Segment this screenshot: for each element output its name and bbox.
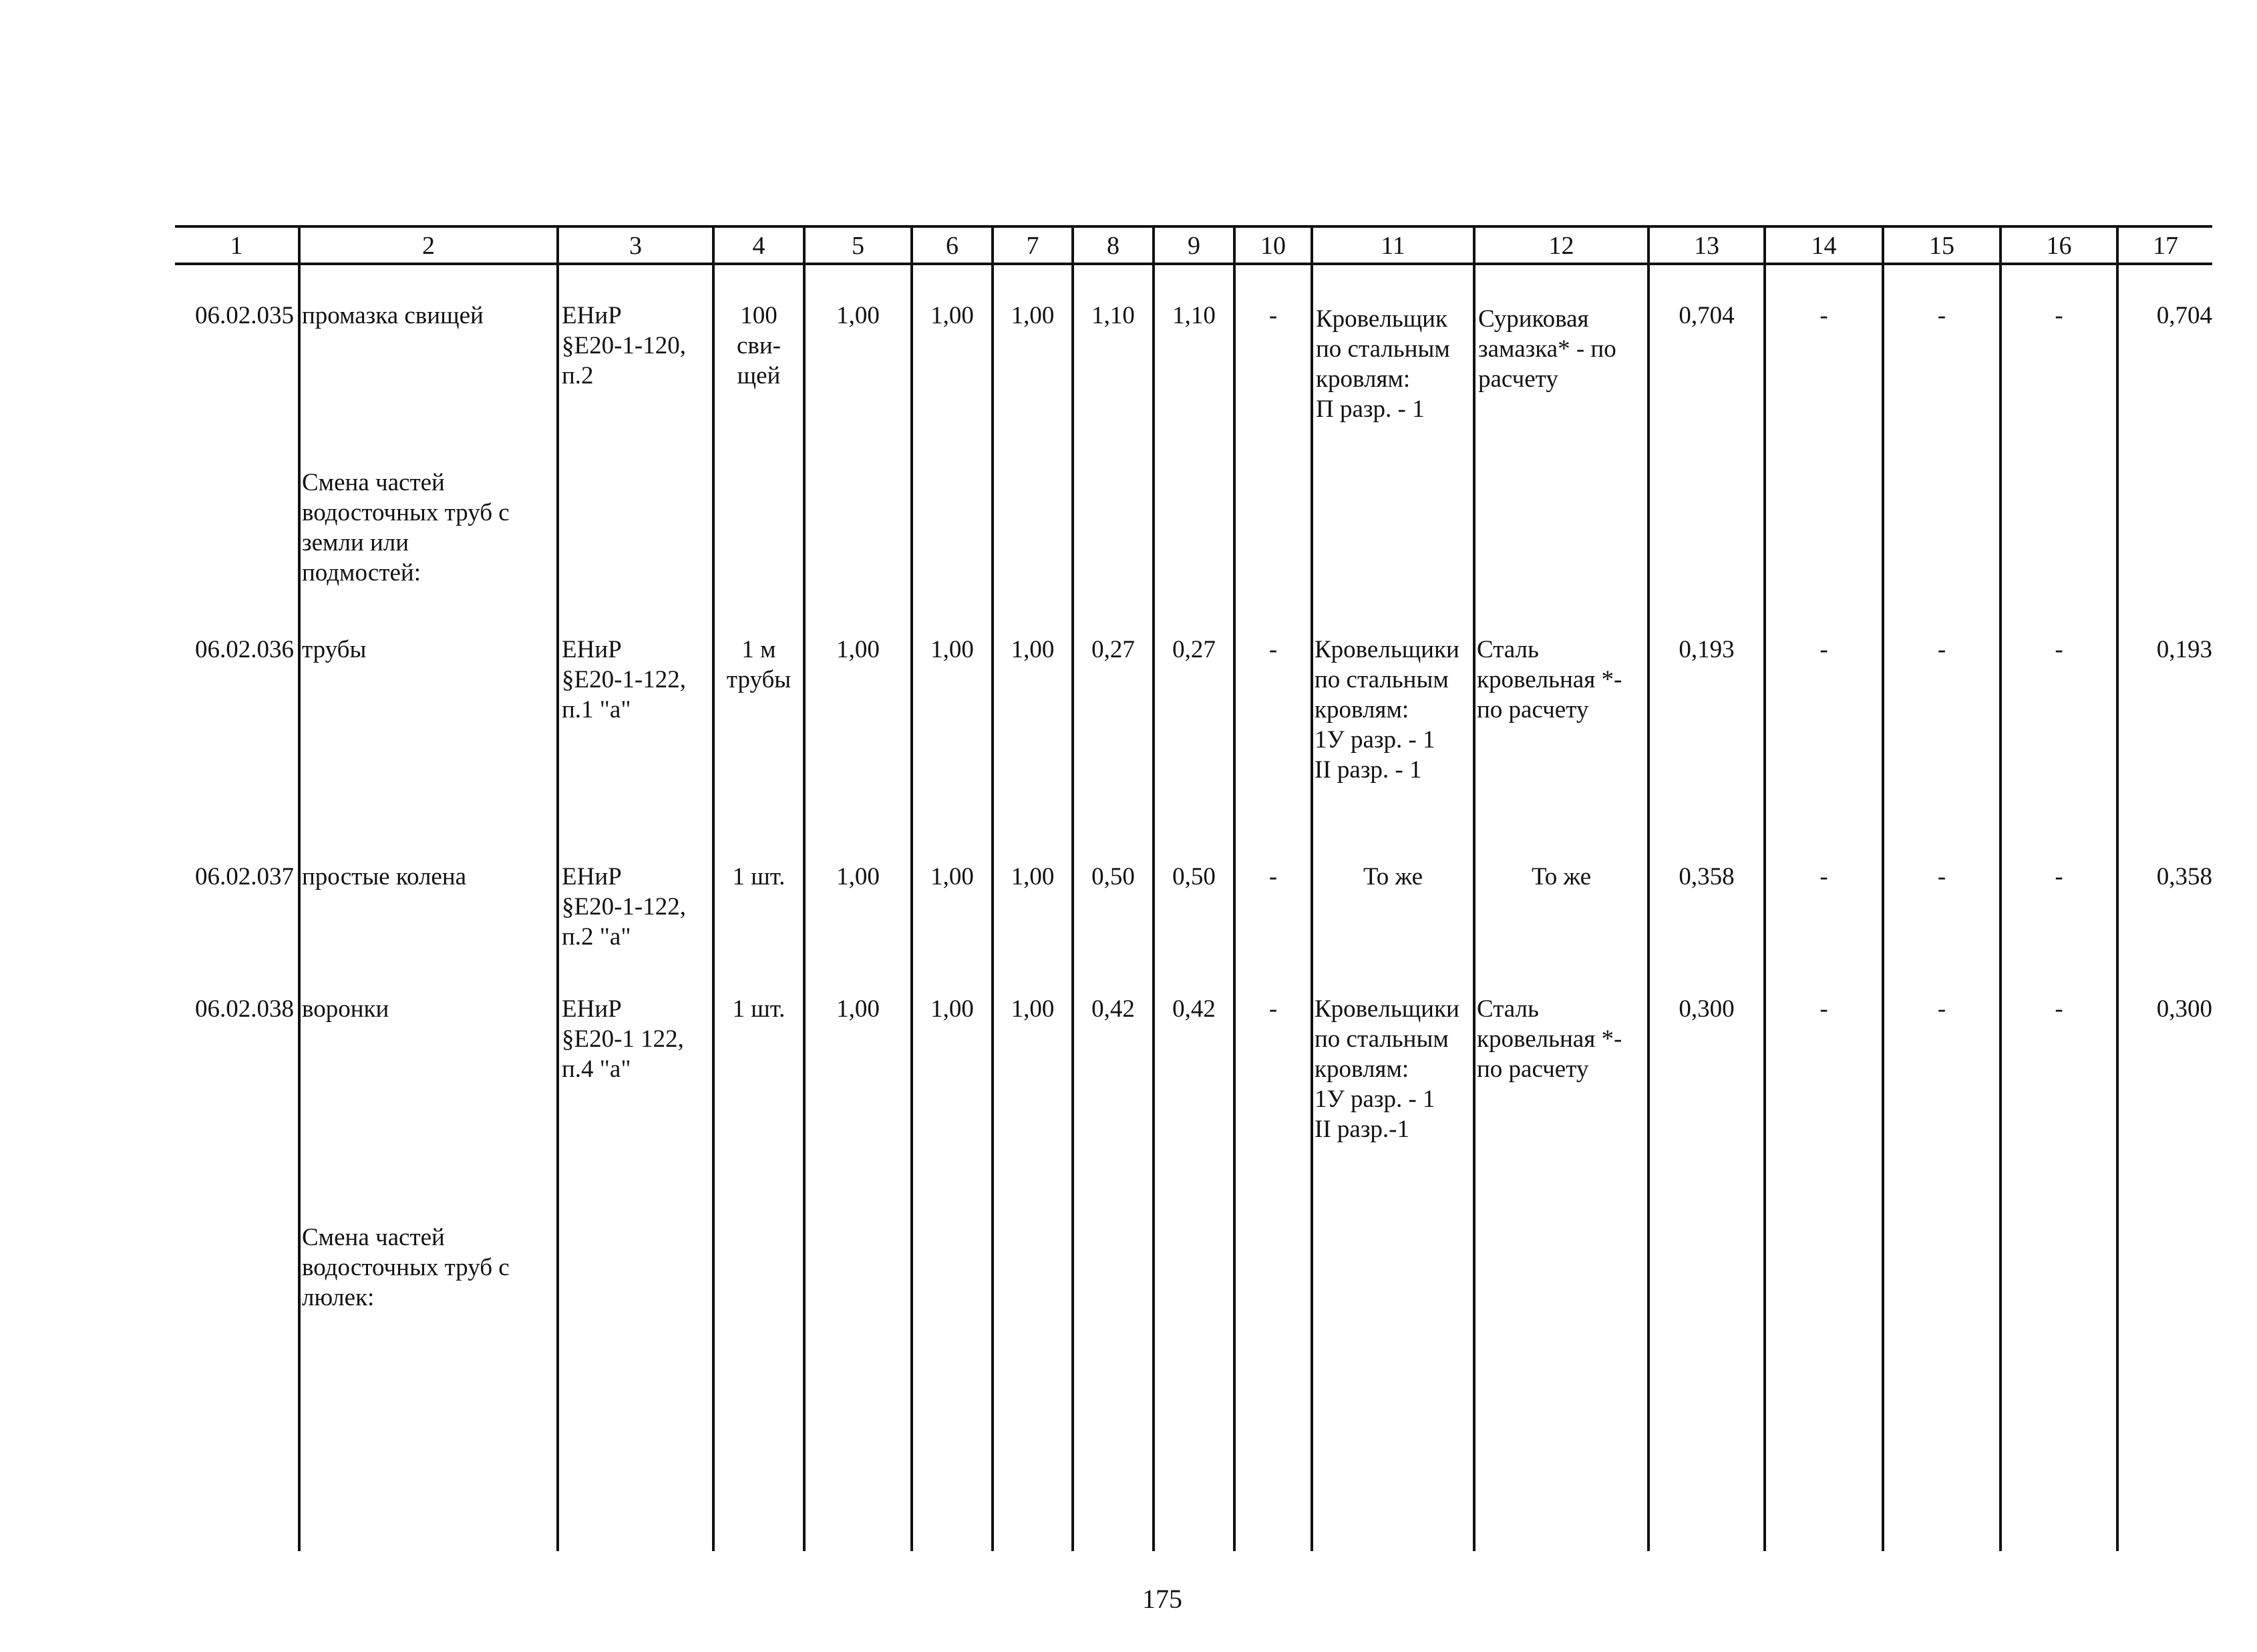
column-header: 6 [946, 232, 959, 260]
dash-value: - [1819, 302, 1828, 329]
labor-value: 0,50 [1091, 863, 1135, 890]
dash-value: - [1268, 863, 1278, 890]
column-header: 3 [629, 232, 642, 260]
column-header: 17 [2153, 232, 2178, 260]
norm-reference: ЕНиР §Е20-1-122, п.2 "а" [562, 863, 686, 951]
workers-composition: Кровельщик по стальным кровлям: П разр. - 1 [1316, 305, 1450, 423]
column-divider [298, 225, 301, 1551]
workers-composition: Кровельщики по стальным кровлям: 1У разр. - 1 II разр.-1 [1315, 995, 1459, 1143]
column-header: 2 [422, 232, 435, 260]
page-number: 175 [1142, 1584, 1182, 1614]
column-header: 7 [1026, 232, 1039, 260]
row-code: 06.02.035 [195, 302, 294, 329]
dash-value: - [1819, 863, 1828, 890]
coefficient: 1,00 [1011, 636, 1055, 663]
labor-value: 0,42 [1091, 995, 1135, 1023]
row-code: 06.02.037 [195, 863, 294, 890]
norm-reference: ЕНиР §Е20-1-120, п.2 [562, 302, 686, 389]
coefficient: 1,00 [1011, 863, 1055, 890]
dash-value: - [2055, 636, 2063, 663]
section-header: Смена частей водосточных труб с земли или подмостей: [302, 469, 510, 587]
unit: 1 м трубы [726, 636, 792, 693]
dash-value: - [2055, 995, 2063, 1023]
materials: То же [1531, 863, 1592, 890]
column-header: 1 [230, 232, 243, 260]
column-header: 8 [1107, 232, 1119, 260]
section-header: Смена частей водосточных труб с люлек: [302, 1224, 510, 1311]
coefficient: 1,00 [930, 995, 974, 1023]
dash-value: - [1937, 995, 1946, 1023]
labor-value: 0,27 [1091, 636, 1135, 663]
coefficient: 1,00 [836, 995, 880, 1023]
work-name: воронки [302, 995, 389, 1023]
column-header: 13 [1694, 232, 1719, 260]
total-value: 0,358 [2156, 863, 2212, 890]
materials: Сталь кровельная *- по расчету [1477, 636, 1622, 723]
cost-value: 0,358 [1679, 863, 1735, 890]
column-header: 12 [1548, 232, 1574, 260]
materials: Суриковая замазка* - по расчету [1478, 305, 1616, 393]
materials: Сталь кровельная *- по расчету [1477, 995, 1622, 1083]
dash-value: - [1819, 636, 1828, 663]
cost-value: 0,704 [1679, 302, 1735, 329]
row-code: 06.02.038 [195, 995, 294, 1023]
column-header: 16 [2046, 232, 2072, 260]
dash-value: - [1268, 995, 1278, 1023]
labor-value: 0,42 [1172, 995, 1216, 1023]
dash-value: - [2055, 863, 2063, 890]
cost-value: 0,193 [1679, 636, 1735, 663]
column-header: 5 [852, 232, 864, 260]
unit: 100 сви- щей [736, 302, 781, 389]
workers-composition: То же [1363, 863, 1423, 890]
coefficient: 1,00 [1011, 302, 1055, 329]
work-name: простые колена [302, 863, 467, 890]
dash-value: - [2055, 302, 2063, 329]
coefficient: 1,00 [836, 302, 880, 329]
norm-reference: ЕНиР §Е20-1 122, п.4 "а" [562, 995, 684, 1083]
unit: 1 шт. [732, 995, 786, 1023]
coefficient: 1,00 [930, 302, 974, 329]
work-name: промазка свищей [302, 302, 484, 329]
dash-value: - [1268, 636, 1278, 663]
dash-value: - [1937, 302, 1946, 329]
dash-value: - [1937, 863, 1946, 890]
row-code: 06.02.036 [195, 636, 294, 663]
column-header: 4 [752, 232, 765, 260]
unit: 1 шт. [732, 863, 786, 890]
coefficient: 1,00 [836, 863, 880, 890]
coefficient: 1,00 [930, 863, 974, 890]
workers-composition: Кровельщики по стальным кровлям: 1У разр. - 1 II разр. - 1 [1315, 636, 1459, 784]
coefficient: 1,00 [930, 636, 974, 663]
coefficient: 1,00 [836, 636, 880, 663]
column-header: 11 [1381, 232, 1405, 260]
dash-value: - [1268, 302, 1278, 329]
coefficient: 1,00 [1011, 995, 1055, 1023]
labor-value: 0,50 [1172, 863, 1216, 890]
total-value: 0,300 [2156, 995, 2212, 1023]
total-value: 0,193 [2156, 636, 2212, 663]
labor-value: 0,27 [1172, 636, 1216, 663]
column-divider [556, 225, 559, 1551]
column-header: 15 [1929, 232, 1954, 260]
labor-value: 1,10 [1091, 302, 1135, 329]
cost-value: 0,300 [1679, 995, 1735, 1023]
column-header: 9 [1188, 232, 1200, 260]
norm-reference: ЕНиР §Е20-1-122, п.1 "а" [562, 636, 686, 723]
labor-value: 1,10 [1172, 302, 1216, 329]
dash-value: - [1819, 995, 1828, 1023]
column-header: 14 [1811, 232, 1837, 260]
column-header: 10 [1260, 232, 1286, 260]
work-name: трубы [302, 636, 367, 663]
total-value: 0,704 [2156, 302, 2212, 329]
dash-value: - [1937, 636, 1946, 663]
